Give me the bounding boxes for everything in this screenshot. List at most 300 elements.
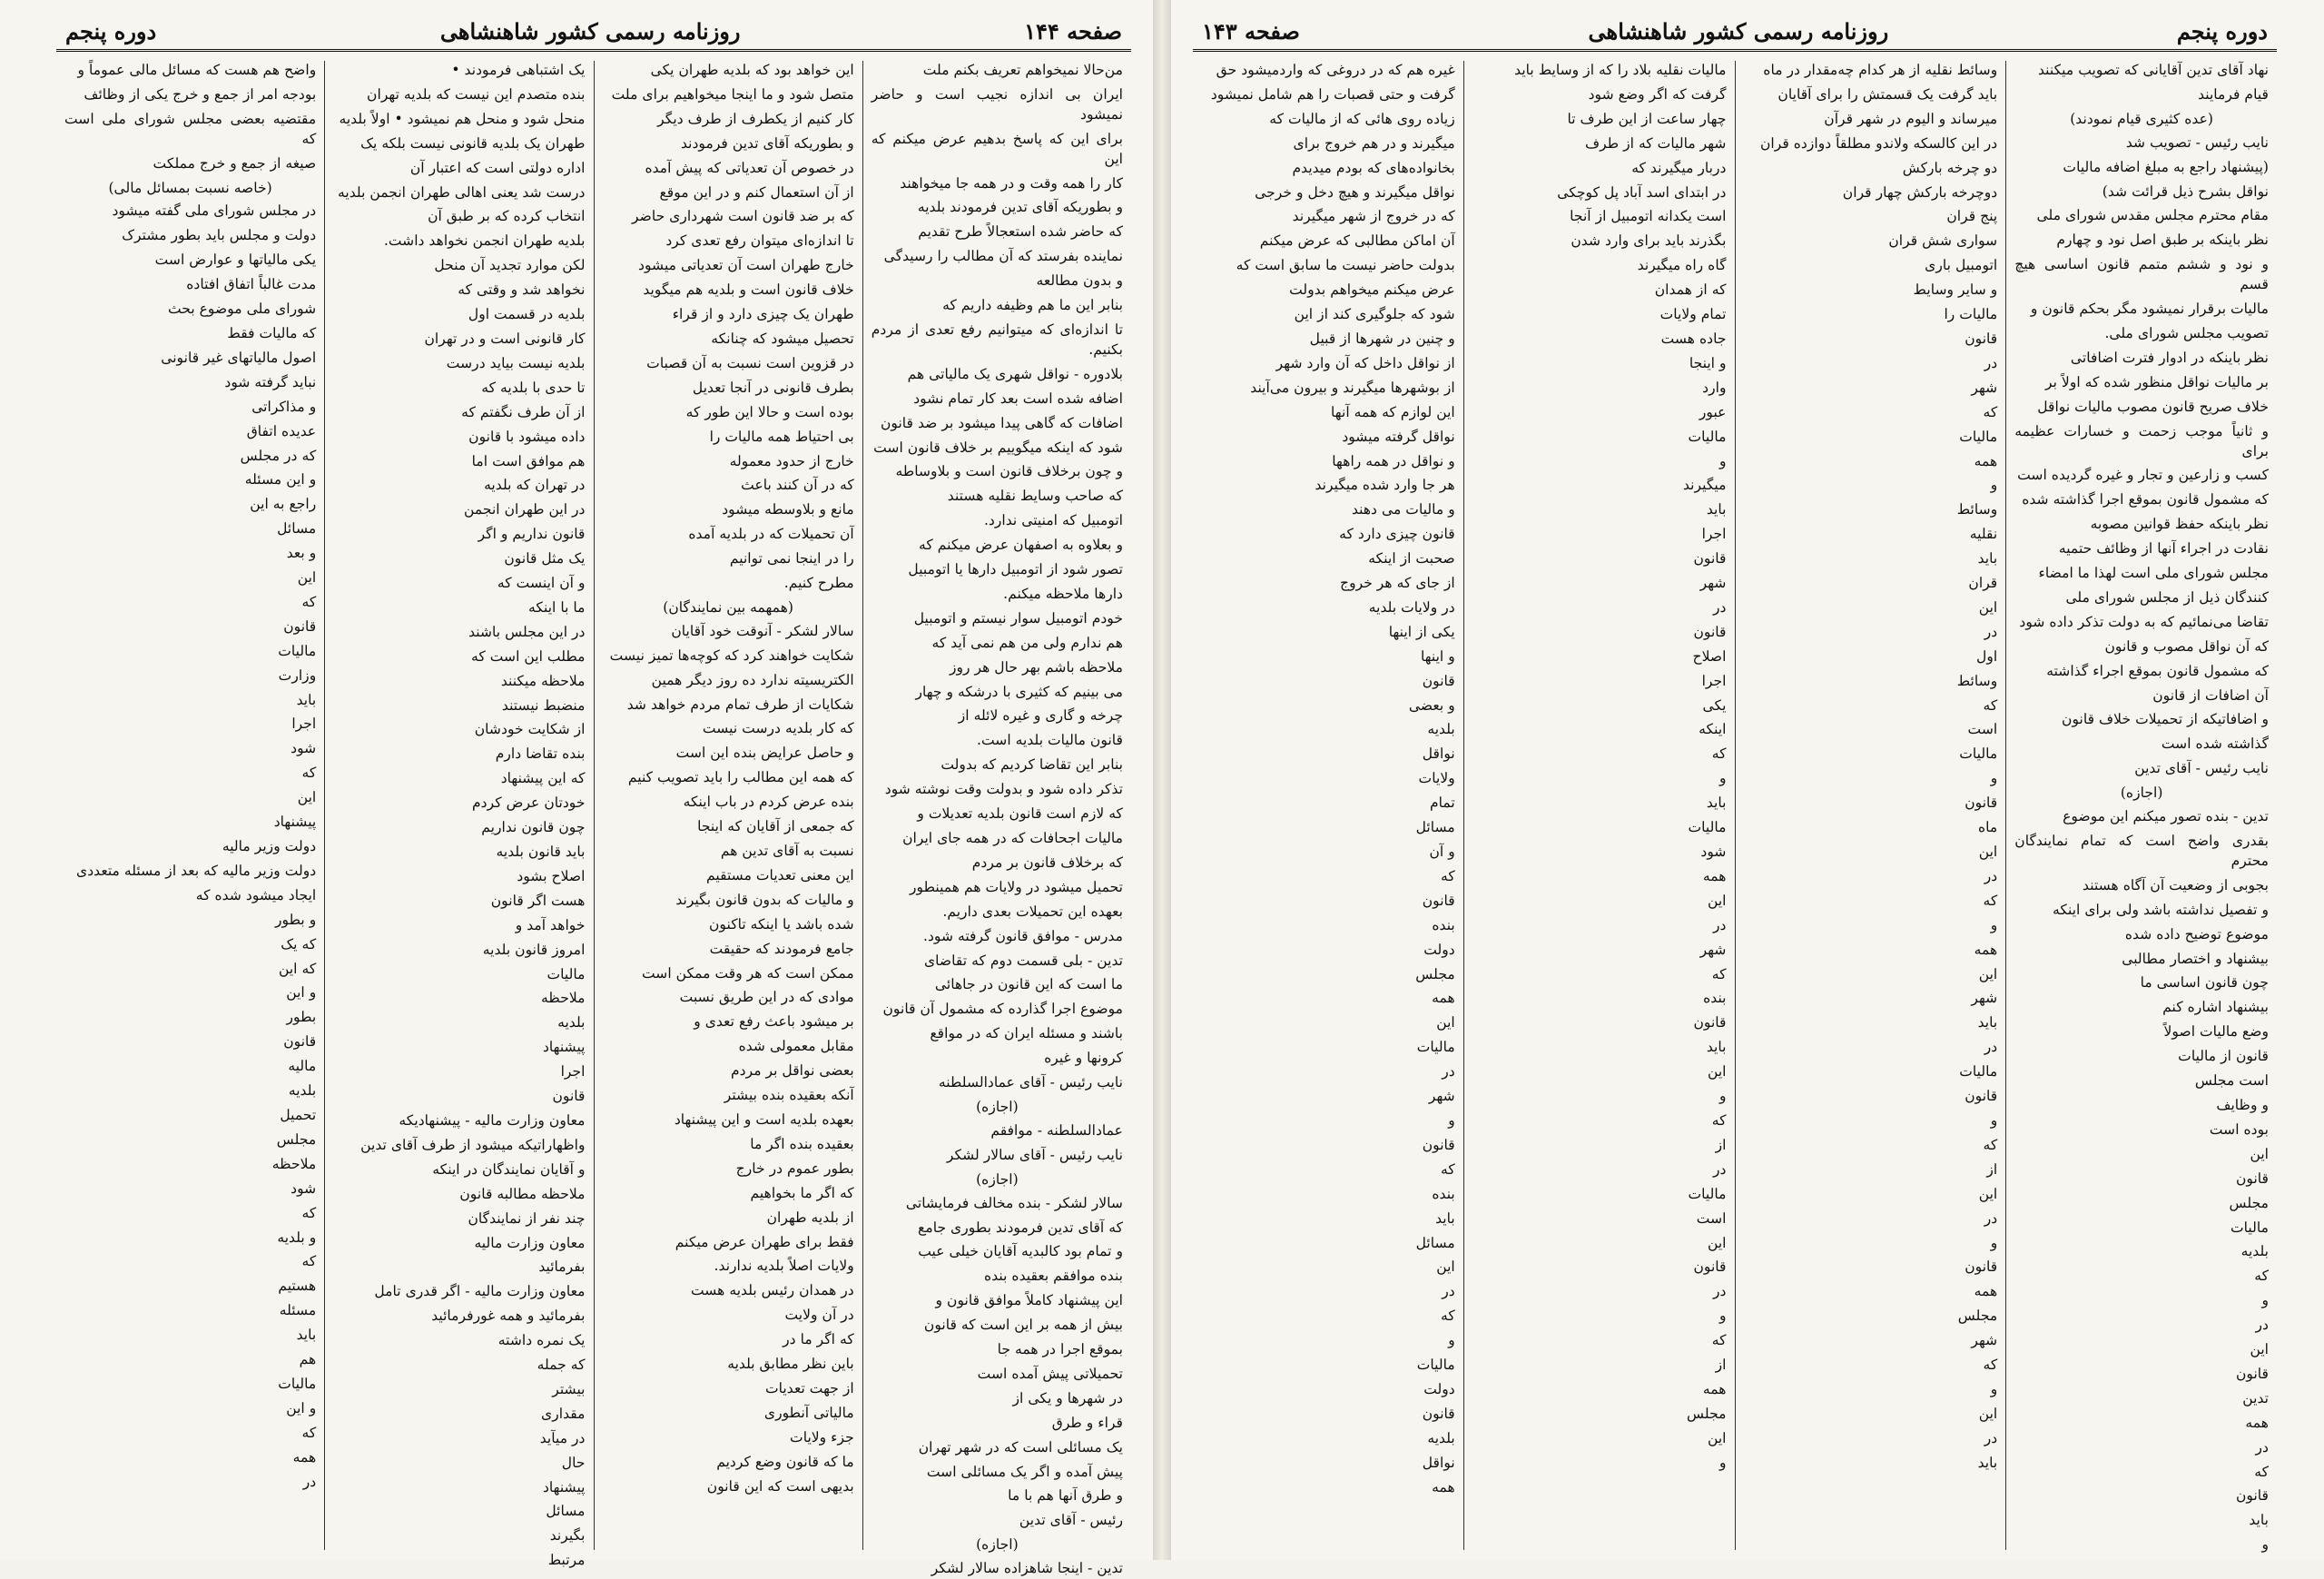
column-paragraph: نواقل گرفته میشود [1342,428,1455,445]
column-paragraph: بلدیه نیست بیاید درست [446,354,586,371]
column-paragraph: این لوازم که همه آنها [1331,403,1455,420]
column-paragraph: و [1718,1308,1727,1325]
column-paragraph: و این [286,1399,317,1416]
column-paragraph: و این [286,984,317,1002]
column-paragraph: که [1983,1136,1998,1153]
column-paragraph: در [1713,598,1727,616]
column-paragraph: خودم اتومبیل سوار نیستم و اتومبیل [913,609,1123,627]
column-paragraph: که [301,765,317,782]
column-paragraph: ملاحظه باشم بهر حال هر روز [949,658,1123,676]
column-paragraph: در این مجلس باشند [468,623,586,640]
column-paragraph: و اینجا [1689,354,1727,371]
column-paragraph: و چنین در شهرها از قبیل [1309,330,1455,347]
column-paragraph: و [1990,1234,1998,1251]
column-paragraph: در [1713,1160,1727,1178]
column-paragraph: مالیات [1416,1357,1455,1374]
column-paragraph: قانون [1965,1088,1998,1105]
column-paragraph: راجع به این [250,496,317,513]
column-paragraph: مدت غالباً اتفاق افتاده [186,276,317,293]
column-paragraph: که در خروج از شهر میگیرند [1292,208,1455,225]
column-paragraph: مطلب این است که [470,647,586,665]
column-paragraph: شهر [1699,941,1727,958]
column-paragraph: بنده [1703,990,1727,1007]
column-paragraph: که [1440,1160,1455,1178]
column-paragraph: اجرا [1701,526,1727,543]
column-paragraph: نخواهد شد و وقتی که [458,281,586,299]
column-paragraph: در [1713,1283,1727,1300]
column-paragraph: بر میشود باعث رفع تعدی و [694,1013,854,1031]
column-paragraph: منضبط نیستند [501,696,586,714]
column-paragraph: آن تحمیلات که در بلدیه آمده [688,526,854,543]
column-paragraph: در مجلس شورای ملی گفته میشود [112,202,317,220]
column-paragraph: و [1448,1111,1455,1129]
column-paragraph: باید قانون بلدیه [496,844,586,860]
column-paragraph: دولت و مجلس باید بطور مشترک [122,227,317,244]
column-paragraph: بوده است و حالا این طور که [685,403,854,420]
column-paragraph: هم [299,1351,317,1368]
column-paragraph: مالیات [547,965,586,982]
column-paragraph: که [2254,1268,2269,1285]
column-paragraph: در [1984,867,1998,884]
column-paragraph: قانون از مالیات [2178,1048,2269,1065]
column-paragraph: در میآید [539,1429,586,1446]
column-paragraph: خلاف صریح قانون مصوب مالیات نواقل [2037,398,2269,415]
column-paragraph: قانون [283,617,317,635]
column-paragraph: مسائل [546,1503,586,1520]
column-paragraph: که آن نواقل مصوب و قانون [2104,637,2269,655]
column-paragraph: که اگر ما در [783,1331,854,1348]
column-paragraph: و تمام بود کالبدیه آقایان خیلی عیب [918,1243,1123,1260]
column-paragraph: که از همدان [1654,281,1727,299]
column-paragraph: و آقایان نمایندگان در اینکه [432,1160,586,1178]
column-paragraph: و اضافاتیکه از تحمیلات خلاف قانون [2062,711,2269,728]
column-paragraph: که [301,1253,317,1270]
column-paragraph: در [1984,1429,1998,1446]
column-paragraph: اضافات که گاهی پیدا میشود بر ضد قانون [880,414,1123,431]
column-paragraph: متصل شود و ما اینجا میخواهیم برای ملت [611,85,854,103]
column-paragraph: دولت [1423,1380,1455,1397]
column-paragraph: تدین [2242,1389,2269,1406]
column-paragraph: بفرمائید و همه غورفرمائید [431,1308,586,1325]
column-paragraph: مجلس [1957,1308,1998,1325]
column-paragraph: موضوع اجرا گذارده که مشمول آن قانون [882,1001,1123,1018]
column-paragraph: در همدان رئیس بلدیه هست [690,1282,854,1299]
column-paragraph: بدولت حاضر نیست ما سابق است که [1236,257,1455,274]
column-paragraph: این [1978,965,1998,982]
column-paragraph: از [1715,1136,1727,1153]
column-paragraph: (خاصه نسبت بمسائل مالی) [108,179,272,196]
column-paragraph: (عده کثیری قیام نمودند) [2070,110,2214,127]
column-paragraph: بگذرند باید برای وارد شدن [1571,232,1727,250]
column-paragraph: خواهد آمد و [515,916,586,933]
column-paragraph: پنج قران [1946,208,1998,225]
column-paragraph: بر مالیات نواقل منظور شده که اولاً بر [2045,373,2269,390]
column-paragraph: هر جا وارد شده میگیرند [1315,477,1455,494]
column-paragraph: همه [1432,990,1455,1007]
column-paragraph: مجلس [276,1130,317,1148]
column-paragraph: است [1696,1209,1727,1227]
column-paragraph: این معنی تعدیات مستقیم [705,866,854,883]
column-paragraph: مقابل معمولی شده [738,1038,854,1055]
column-paragraph: شکایات از طرف تمام مردم خواهد شد [626,696,854,713]
left-page [0,0,1153,1577]
column-paragraph: که [2254,1463,2269,1480]
column-paragraph: این [1978,598,1998,616]
column-paragraph: که [301,593,317,610]
column-paragraph: از بوشهرها میگیرند و بیرون می‌آیند [1250,379,1455,396]
column-paragraph: بلدیه [2240,1243,2269,1260]
column-paragraph: را در اینجا نمی توانیم [729,550,854,567]
column-paragraph: است مجلس [2194,1072,2269,1090]
column-paragraph: دولت وزیر مالیه که بعد از مسئله متعددی [75,862,317,879]
column-paragraph: مانع و بلاوسطه میشود [722,501,854,518]
column-paragraph: که لازم است قانون بلدیه تعدیلات و [917,805,1123,823]
column-paragraph: در [1984,623,1998,640]
column-paragraph: و بطور [275,911,317,928]
column-paragraph: و [2261,1536,2269,1554]
column-paragraph: چون قانون نداریم [481,819,586,836]
column-paragraph: و بعد [286,545,317,562]
column-paragraph: تمام [1429,794,1455,812]
column-paragraph: نایب رئیس - آقای تدین [2134,760,2269,777]
column-paragraph: از جای که هر خروج [1340,575,1455,592]
column-paragraph: قانون [1693,1014,1727,1031]
column-paragraph: زیاده روی هائی که از مالیات که [1269,110,1455,127]
column-paragraph: رئیس - آقای تدین [1019,1512,1123,1529]
column-paragraph: این [2250,1341,2269,1358]
column-paragraph: بی احتیاط همه مالیات را [709,428,854,445]
column-paragraph: و بلدیه [277,1229,317,1246]
column-paragraph: این [1707,1429,1727,1446]
column-paragraph: ملاحظه [541,990,586,1007]
column-paragraph: نایب رئیس - آقای سالار لشکر [946,1146,1123,1163]
column-paragraph: که برخلاف قانون بر مردم [971,854,1123,871]
column-paragraph: نواقل [1422,1454,1455,1471]
column-paragraph: بودجه امر از جمع و خرج یکی از وظائف [84,85,317,103]
column-paragraph: و اینها [1420,647,1455,665]
column-paragraph: باید [296,691,317,708]
column-paragraph: اول [1976,647,1998,665]
column-paragraph: تدین - اینجا شاهزاده سالار لشکر [931,1560,1123,1577]
column-paragraph: کار قانونی است و در تهران [424,330,586,347]
column-paragraph: واظهاراتیکه میشود از طرف آقای تدین [360,1136,586,1153]
column-paragraph: دولت [1423,941,1455,958]
column-paragraph: و [1990,477,1998,494]
column-paragraph: مالیات [1959,1063,1998,1081]
column-paragraph: شهر [1971,379,1998,396]
column-paragraph: که [1711,745,1727,763]
column-paragraph: درست شد یعنی اهالی طهران انجمن بلدیه [338,183,586,201]
column-paragraph: یک اشتباهی فرمودند • [451,62,586,78]
column-paragraph: قانون [1693,623,1727,640]
column-paragraph: و [1718,452,1727,469]
column-paragraph: در ولایات بلدیه [1368,598,1455,616]
column-paragraph: اجرا [1701,672,1727,689]
column-paragraph: پیش آمده و اگر یک مسائلی است [926,1463,1123,1480]
column-paragraph: ما با اینکه [528,598,586,616]
column-paragraph: مقتضیه بعضی مجلس شورای ملی است که [64,110,317,147]
column-paragraph: از بلدیه طهران [766,1209,854,1226]
column-paragraph: بنده تقاضا دارم [495,745,586,763]
column-paragraph: تصور شود از اتومبیل دارها یا اتومبیل [908,561,1123,578]
column-paragraph: مالیات [1959,745,1998,763]
column-paragraph: دربار میگیرند که [1631,159,1727,176]
column-paragraph: قراء و طرق [1051,1414,1123,1431]
column-paragraph: این [1707,1234,1727,1251]
column-paragraph: نقلیه [1969,526,1998,543]
column-paragraph: در [2255,1317,2269,1334]
column-paragraph: نایب رئیس - تصویب شد [2125,133,2269,151]
column-paragraph: در ابتدای اسد آباد پل کوچکی [1557,183,1727,201]
column-paragraph: اتومبیل که امنیتی ندارد. [983,512,1123,529]
column-paragraph: گاه راه میگیرند [1637,257,1727,274]
column-paragraph: که آقای تدین فرمودند بطوری جامع [918,1219,1123,1236]
column-paragraph: نظر باینکه در ادوار فترت اضافاتی [2070,349,2269,366]
column-paragraph: نقادت در اجراء آنها از وظائف حتمیه [2058,540,2269,558]
right-col-1 [2005,61,2277,1554]
column-paragraph: (اجازه) [976,1170,1019,1188]
column-paragraph: و [1990,770,1998,787]
column-paragraph: شده باشد یا اینکه تاکنون [708,915,854,933]
column-paragraph: قانون [1693,550,1727,567]
column-paragraph: مالیات [278,642,317,659]
column-paragraph: که یک [281,935,317,952]
column-paragraph: کنندگان ذیل از مجلس شورای ملی [2065,588,2269,606]
column-paragraph: در [1713,916,1727,933]
column-paragraph: که در آن کنند باعث [741,477,854,494]
column-paragraph: (همهمه بین نمایندگان) [663,598,793,616]
column-paragraph: مالیات [1688,1185,1727,1202]
column-paragraph: که [1983,403,1998,420]
column-paragraph: نظر باینکه حفظ قوانین مصوبه [2090,516,2269,533]
column-paragraph: قانون [1965,1258,1998,1276]
right-page-masthead: روزنامه رسمی کشور شاهنشاهی [1588,17,1889,44]
column-paragraph: تدین - بنده تصور میکنم این موضوع [2063,808,2269,825]
column-paragraph: عمادالسلطنه - موافقم [990,1121,1123,1139]
column-paragraph: در [1442,1283,1455,1300]
column-paragraph: این [1707,1063,1727,1081]
column-paragraph: هستیم [278,1278,317,1295]
column-paragraph: و مالیات که بدون قانون بگیرند [675,891,854,908]
column-paragraph: باید [1706,1039,1727,1056]
column-paragraph: و [1718,1454,1727,1471]
column-paragraph: که صاحب وسایط نقلیه هستند [947,488,1123,505]
right-col-3 [1463,61,1735,1550]
column-paragraph: ایجاد میشود شده که [195,886,317,903]
column-paragraph: شهر مالیات که از طرف [1584,134,1727,152]
column-paragraph: مجلس شورای ملی است لهذا ما امضاء [2038,565,2269,582]
column-paragraph: (پیشنهاد راجع به مبلغ اضافه مالیات [2063,158,2269,175]
column-paragraph: قانون مالیات بلدیه است. [977,732,1123,749]
column-paragraph: از جهت تعدیات [765,1379,854,1396]
column-paragraph: کرونها و غیره [1044,1050,1123,1067]
column-paragraph: چون قانون اساسی ما [2140,974,2269,992]
column-paragraph: بدیهی است که این قانون [706,1477,854,1495]
column-paragraph: و نواقل در همه راهها [1332,452,1455,469]
column-paragraph: در [1984,1209,1998,1227]
column-paragraph: نهاد آقای تدین آقایانی که تصویب میکنند [2037,62,2269,78]
column-paragraph: بنده [1432,916,1455,933]
column-paragraph: این [297,789,317,806]
column-paragraph: دو چرخه بارکش [1902,159,1998,176]
column-paragraph: تحمیل [280,1106,317,1123]
column-paragraph: بعقیده بنده اگر ما [750,1135,854,1152]
column-paragraph: دوچرخه بارکش چهار قران [1842,183,1998,201]
right-page-columns [1193,61,2277,1554]
column-paragraph: بلدیه در قسمت اول [468,306,586,323]
column-paragraph: بقدری واضح است که تمام نمایندگان محترم [2014,833,2269,869]
column-paragraph: قانون [1965,330,1998,347]
column-paragraph: بیش از همه بر این است که قانون [923,1317,1123,1334]
column-paragraph: در [302,1473,317,1490]
column-paragraph: بطور [286,1009,317,1026]
column-paragraph: آن اماکن مطالبی که عرض میکنم [1259,232,1455,250]
column-paragraph: باید [1435,1209,1455,1227]
column-paragraph: یکی از اینها [1388,623,1455,640]
column-paragraph: نایب رئیس - آقای عمادالسلطنه [938,1074,1123,1091]
column-paragraph: باید [296,1327,317,1344]
column-paragraph: که اگر ما بخواهیم [750,1184,854,1201]
column-paragraph: تذکر داده شود و بدولت وقت نوشته شود [884,781,1123,798]
column-paragraph: گذاشته شده است [2161,735,2269,753]
column-paragraph: که [1440,1308,1455,1325]
column-paragraph: این [297,569,317,587]
left-page-masthead: روزنامه رسمی کشور شاهنشاهی [439,17,741,44]
column-paragraph: است [1967,721,1998,738]
column-paragraph: باین نظر مطابق بلدیه [727,1356,854,1373]
column-paragraph: بیشتر [552,1380,586,1397]
column-paragraph: وسائط [1956,672,1998,689]
column-paragraph: مسئله [279,1302,317,1319]
column-paragraph: و [1990,1380,1998,1397]
column-paragraph: شود که اینکه میگوییم بر خلاف قانون است [873,439,1123,456]
column-paragraph: یک مسائلی است که در شهر تهران [918,1438,1123,1456]
column-paragraph: و سایر وسایط [1913,281,1998,299]
column-paragraph: گرفت که اگر وضع شود [1588,85,1727,103]
column-paragraph: و [1718,770,1727,787]
column-paragraph: تمام ولایات [1659,306,1727,323]
column-paragraph: حال [561,1454,586,1471]
column-paragraph: جزء ولایات [790,1428,854,1446]
column-paragraph: قانون [1422,1136,1455,1153]
column-paragraph: سالار لشکر - بنده مخالف فرمایشاتی [905,1194,1123,1211]
column-paragraph: و بعضی [1408,696,1455,714]
column-paragraph: و [1448,1332,1455,1349]
column-paragraph: آنکه بعقیده بنده بیشتر [724,1087,854,1104]
column-paragraph: مالیات اجحافات که در همه جای ایران [902,830,1123,846]
column-paragraph: ولایات [1418,770,1455,787]
column-paragraph: قانون چیزی دارد که [1339,526,1455,543]
column-paragraph: اصلاح بشود [517,867,586,884]
column-paragraph: این [2250,1145,2269,1162]
column-paragraph: یکی مالیاتها و عوارض است [154,252,317,269]
column-paragraph: باید گرفت یک قسمتش را برای آقایان [1777,85,1998,103]
column-paragraph: بخانواده‌های که بودم میدیدم [1292,159,1455,176]
column-paragraph: این [1978,1405,1998,1422]
column-paragraph: این [1436,1014,1455,1031]
column-paragraph: شهر [1971,1332,1998,1349]
column-paragraph: این [1978,1185,1998,1202]
column-paragraph: مالیات برقرار نمیشود مگر بحکم قانون و [2030,301,2269,318]
column-paragraph: نواقل بشرح ذیل قرائت شد) [2102,183,2269,200]
column-paragraph: (اجازه) [976,1536,1019,1554]
column-paragraph: کار کنیم از یکطرف از طرف دیگر [657,110,854,127]
column-paragraph: قانون [1965,794,1998,812]
column-paragraph: همه [2245,1414,2269,1431]
column-paragraph: تا حدی با بلدیه که [481,379,586,396]
column-paragraph: همه [1974,452,1998,469]
column-paragraph: پیشنهاد [542,1039,586,1056]
column-paragraph: یکی [1702,696,1727,714]
column-paragraph: فقط برای طهران عرض میکنم [675,1233,854,1250]
column-paragraph: می بینیم که کثیری با درشکه و چهار [915,683,1123,700]
column-paragraph: در شهرها و یکی از [1012,1389,1123,1406]
column-paragraph: صحبت از اینکه [1368,550,1455,567]
column-paragraph: باید [1706,501,1727,518]
column-paragraph: مالیات را [1944,306,1998,323]
column-paragraph: بگیرند [549,1527,586,1544]
column-paragraph: (اجازه) [2120,785,2163,802]
column-paragraph: همه [1702,1380,1727,1397]
column-paragraph: که [1711,1111,1727,1129]
column-paragraph: که کار بلدیه درست نیست [702,720,854,737]
column-paragraph: در این کالسکه ولاندو مطلقاً دوازده قران [1759,134,1998,152]
column-paragraph: واضح هم هست که مسائل مالی عموماً و [77,62,317,78]
column-paragraph: بعهده بلدیه است و این پیشنهاد [674,1110,854,1128]
column-paragraph: قانون [552,1088,586,1105]
column-paragraph: بنابر این تقاضا کردیم که بدولت [940,756,1123,774]
column-paragraph: این [1707,892,1727,909]
column-paragraph: چند نفر از نمایندگان [468,1209,586,1227]
column-paragraph: آن اضافات از قانون [2152,686,2269,704]
column-paragraph: است یکدانه اتومبیل از آنجا [1570,208,1727,225]
column-paragraph: وسائط نقلیه از هر کدام چه‌مقدار در ماه [1763,62,1998,78]
column-paragraph: منحل شود و منحل هم نمیشود • اولاً بلدیه [339,110,586,127]
column-paragraph: اجرا [560,1063,586,1081]
column-paragraph: و طرق آنها هم با ما [1008,1487,1123,1505]
column-paragraph: که بر ضد قانون است شهرداری حاضر [631,208,854,225]
column-paragraph: که جمعی از آقایان که اینجا [697,818,854,835]
column-paragraph: میرساند و الیوم در شهر قرآن [1824,110,1998,127]
column-paragraph: هست اگر قانون [490,892,586,909]
column-paragraph: بطرف قانونی در آنجا تعدیل [692,379,854,396]
column-paragraph: همه [1974,941,1998,958]
column-paragraph: هم ندارم ولی من هم نمی آید که [931,634,1123,651]
column-paragraph: مطرح کنیم. [783,575,854,592]
column-paragraph: قانون [283,1033,317,1051]
column-paragraph: خارج طهران است آن تعدیاتی میشود [638,257,854,274]
column-paragraph: و بطوریکه آقای تدین فرمودند بلدیه [917,199,1123,216]
column-paragraph: و [1718,1088,1727,1105]
column-paragraph: باشند و مسئله ایران که در مواقع [930,1025,1123,1042]
column-paragraph: در قزوین است نسبت به آن قصبات [646,354,854,371]
column-paragraph: بلادوره - نواقل شهری یک مالیاتی هم [907,365,1123,382]
column-paragraph: ملاحظه میکنند [500,672,586,689]
column-paragraph: که [1983,696,1998,714]
column-paragraph: از آن استعمال کنم و در این موقع [659,183,854,201]
column-paragraph: وزارت [278,666,317,684]
column-paragraph: در این طهران انجمن [464,501,586,518]
column-paragraph: برای این که پاسخ بدهیم عرض میکنم که این [871,130,1123,167]
right-col-4 [1193,61,1463,1550]
column-paragraph: تا اندازه‌ای که میتوانیم رفع تعدی از مردم بکنیم. [871,321,1123,358]
right-page [1171,0,2324,1560]
column-paragraph: کسب و زارعین و تجار و غیره گردیده است [2017,467,2269,484]
column-paragraph: غیره هم که در دروغی که واردمیشود حق [1216,62,1455,78]
left-col-4 [56,61,324,1550]
column-paragraph: نواقل میگیرند و هیچ دخل و خرجی [1255,183,1455,201]
right-col-2 [1735,61,2006,1550]
